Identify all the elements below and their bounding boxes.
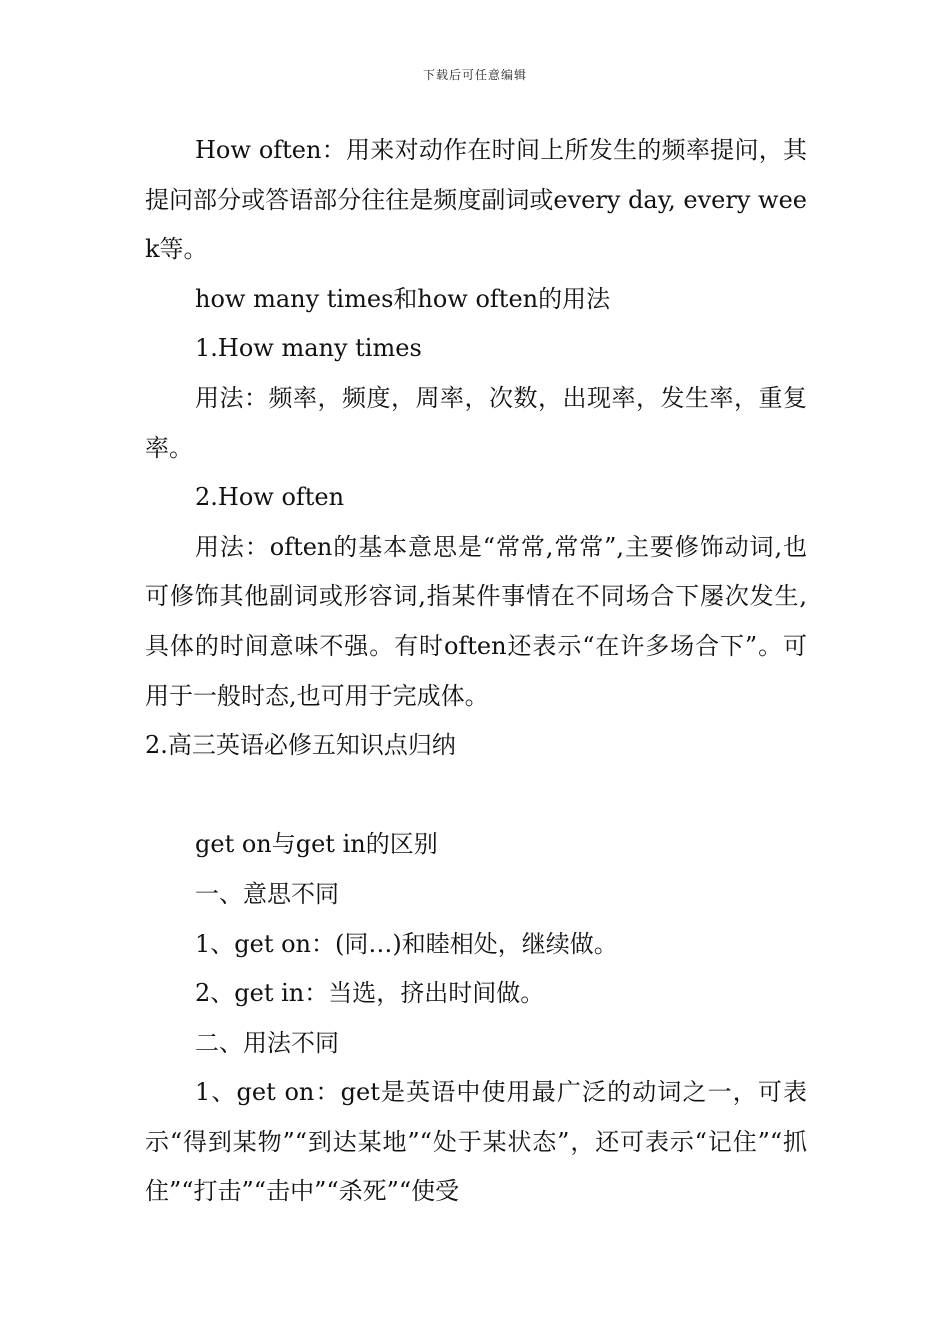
blank-line bbox=[145, 771, 807, 821]
paragraph-how-often-intro: How often：用来对动作在时间上所发生的频率提问，其提问部分或答语部分往往是频度副词或every day, every week等。 bbox=[145, 136, 807, 264]
section-title: 2.高三英语必修五知识点归纳 bbox=[145, 731, 456, 760]
paragraph-get-on-usage: 1、get on：get是英语中使用最广泛的动词之一，可表示“得到某物”“到达某地”“处于某状态”，还可表示“记住”“抓住”“打击”“击中”“杀死”“使受 bbox=[145, 1078, 807, 1206]
paragraph-get-on-meaning: 1、get on：(同…)和睦相处，继续做。 bbox=[195, 929, 618, 958]
paragraph-usage-heading: how many times和how often的用法 bbox=[195, 284, 611, 313]
paragraph-how-many-times-heading: 1.How many times bbox=[195, 334, 422, 363]
paragraph-how-often-usage: 用法：often的基本意思是“常常,常常”,主要修饰动词,也可修饰其他副词或形容词,指某件事情在不同场合下屡次发生,具体的时间意味不强。有时often还表示“在许多场合下”。可用于一般时态,也可用于完成体。 bbox=[145, 532, 807, 710]
document-body bbox=[145, 126, 807, 1217]
paragraph-how-often-heading: 2.How often bbox=[195, 483, 345, 512]
page-header: 下载后可任意编辑 bbox=[422, 68, 527, 82]
paragraph-how-many-times-usage: 用法：频率，频度，周率，次数，出现率，发生率，重复率。 bbox=[145, 383, 807, 462]
paragraph-usage-different: 二、用法不同 bbox=[195, 1028, 339, 1057]
paragraph-meaning-different: 一、意思不同 bbox=[195, 879, 339, 908]
paragraph-get-in-meaning: 2、get in：当选，挤出时间做。 bbox=[195, 979, 545, 1008]
paragraph-get-on-get-in-heading: get on与get in的区别 bbox=[195, 830, 438, 859]
